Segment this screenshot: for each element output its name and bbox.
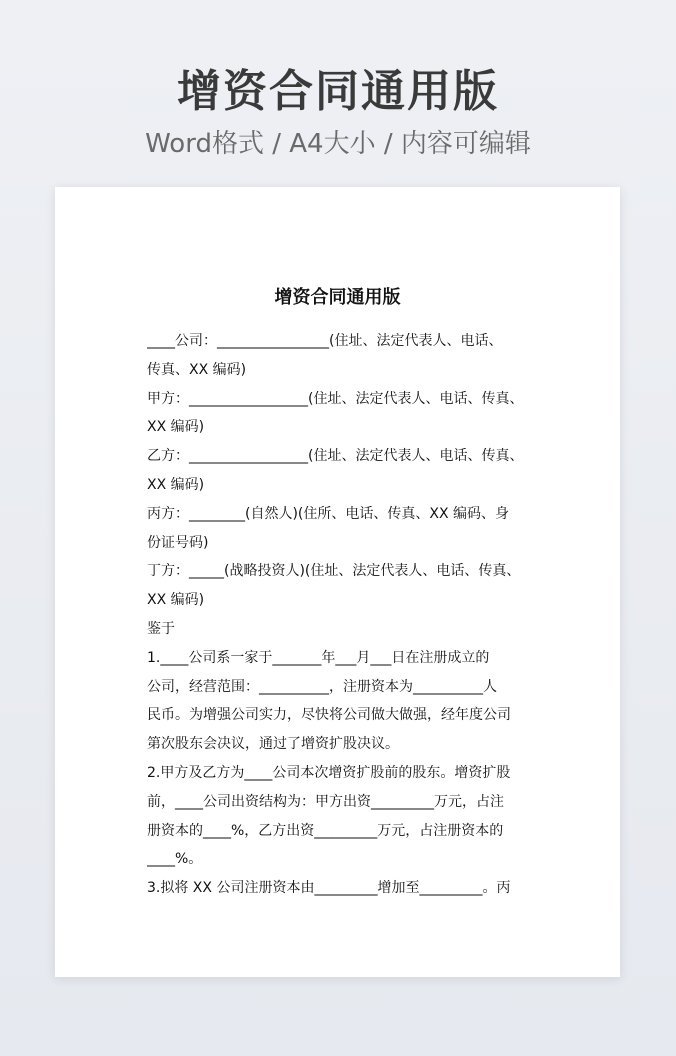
body-line: 传真、XX 编码) [147,361,247,378]
body-line: 册资本的____%，乙方出资_________万元，占注册资本的 [147,822,504,839]
body-line: 前，____公司出资结构为：甲方出资_________万元，占注 [147,793,504,810]
body-line: 丙方：________(自然人)(住所、电话、传真、XX 编码、身 [147,505,510,522]
body-line: 乙方：_________________(住址、法定代表人、电话、传真、 [147,448,524,465]
document-body [147,327,539,903]
document-title: 增资合同通用版 [274,287,401,308]
body-line: 第次股东会决议，通过了增资扩股决议。 [147,736,399,753]
body-line: XX 编码) [147,476,205,493]
body-line: XX 编码) [147,419,205,436]
body-line: 鉴于 [147,620,175,637]
body-line: 民币。为增强公司实力，尽快将公司做大做强，经年度公司 [147,707,511,724]
body-line: 丁方：_____(战略投资人)(住址、法定代表人、电话、传真、 [147,563,521,580]
document-page [55,187,620,977]
body-line: ____%。 [147,851,203,868]
body-line: 份证号码) [147,534,209,551]
body-line: 3.拟将 XX 公司注册资本由_________增加至_________。丙 [147,880,511,897]
banner-subtitle: Word格式 / A4大小 / 内容可编辑 [145,129,531,159]
banner-title: 增资合同通用版 [177,66,499,117]
body-line: 甲方：_________________(住址、法定代表人、电话、传真、 [147,390,524,407]
body-line: ____公司：________________(住址、法定代表人、电话、 [147,333,503,349]
banner [0,62,676,162]
body-line: 2.甲方及乙方为____公司本次增资扩股前的股东。增资扩股 [147,764,511,781]
body-line: 1.____公司系一家于_______年___月___日在注册成立的 [147,649,490,666]
body-line: XX 编码) [147,592,205,609]
body-line: 公司，经营范围：__________，注册资本为__________人 [147,678,497,695]
